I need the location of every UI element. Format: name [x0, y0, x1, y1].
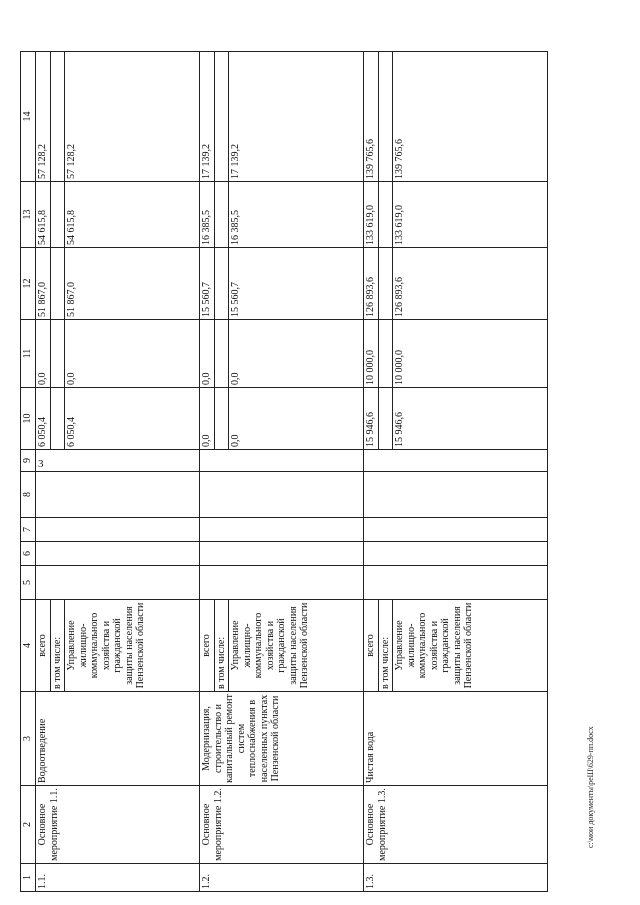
value-cell: 51 867,0: [65, 248, 200, 320]
value-cell: 51 867,0: [36, 248, 51, 320]
event-kind: Основное мероприятие 1.2.: [200, 786, 364, 864]
value-cell: 126 893,6: [393, 248, 548, 320]
col-header: 2: [21, 786, 36, 864]
col-header: 14: [21, 52, 36, 182]
col-header: 9: [21, 450, 36, 472]
value-cell: 133 619,0: [393, 182, 548, 248]
total-label: всего: [36, 600, 51, 692]
value-cell: 0,0: [36, 320, 51, 388]
agency-name: Управление жилищно-коммунального хозяйства и гражданской защиты населения Пензенской области: [65, 600, 200, 692]
value-cell: 0,0: [200, 388, 215, 450]
row-number: 1.3.: [364, 864, 548, 892]
file-path-footer: с:\мои документы\реШ\629-пп.docx: [586, 726, 595, 848]
agency-name: Управление жилищно-коммунального хозяйства и гражданской защиты населения Пензенской области: [393, 600, 548, 692]
value-cell: 57 128,2: [65, 52, 200, 182]
total-label: всего: [200, 600, 215, 692]
event-kind: Основное мероприятие 1.3.: [364, 786, 548, 864]
agency-name: Управление жилищно-коммунального хозяйства и гражданской защиты населения Пензенской области: [229, 600, 364, 692]
value-cell: 54 615,8: [36, 182, 51, 248]
value-cell: 133 619,0: [364, 182, 379, 248]
table-row: [200, 52, 215, 892]
value-cell: 10 000,0: [364, 320, 379, 388]
program-table: [20, 51, 548, 892]
value-cell: 15 946,6: [364, 388, 379, 450]
value-cell: 15 946,6: [393, 388, 548, 450]
column-number-row: [21, 52, 36, 892]
row-number: 1.2.: [200, 864, 364, 892]
value-cell: 126 893,6: [364, 248, 379, 320]
total-label: всего: [364, 600, 379, 692]
col-header: 13: [21, 182, 36, 248]
value-cell: 0,0: [200, 320, 215, 388]
col-header: 1: [21, 864, 36, 892]
col-header: 5: [21, 566, 36, 600]
value-cell: 6 050,4: [36, 388, 51, 450]
value-cell: 54 615,8: [65, 182, 200, 248]
value-cell: 57 128,2: [36, 52, 51, 182]
col-header: 12: [21, 248, 36, 320]
value-cell: 16 385,5: [229, 182, 364, 248]
incl-label: в том числе:: [50, 600, 65, 692]
col-header: 8: [21, 472, 36, 518]
value-cell: 16 385,5: [200, 182, 215, 248]
value-cell: 17 139,2: [229, 52, 364, 182]
event-name: Водоотведение: [36, 692, 200, 786]
event-name: Модернизация, строительство и капитальный ремонт систем теплоснабжения в населенных пунктах Пензенской области: [200, 692, 364, 786]
col-header: 6: [21, 542, 36, 566]
page-number: 3: [38, 458, 44, 470]
value-cell: 0,0: [229, 388, 364, 450]
incl-label: в том числе:: [214, 600, 229, 692]
value-cell: 139 765,6: [393, 52, 548, 182]
col-header: 10: [21, 388, 36, 450]
table-row: [364, 52, 379, 892]
value-cell: 15 560,7: [200, 248, 215, 320]
col-header: 4: [21, 600, 36, 692]
incl-label: в том числе:: [378, 600, 393, 692]
event-kind: Основное мероприятие 1.1.: [36, 786, 200, 864]
col-header: 7: [21, 518, 36, 542]
value-cell: 6 050,4: [65, 388, 200, 450]
value-cell: 17 139,2: [200, 52, 215, 182]
event-name: Чистая вода: [364, 692, 548, 786]
col-header: 3: [21, 692, 36, 786]
value-cell: 139 765,6: [364, 52, 379, 182]
table-row: [36, 52, 51, 892]
value-cell: 15 560,7: [229, 248, 364, 320]
value-cell: 0,0: [229, 320, 364, 388]
row-number: 1.1.: [36, 864, 200, 892]
value-cell: 10 000,0: [393, 320, 548, 388]
rotated-page: [20, 72, 548, 892]
col-header: 11: [21, 320, 36, 388]
value-cell: 0,0: [65, 320, 200, 388]
